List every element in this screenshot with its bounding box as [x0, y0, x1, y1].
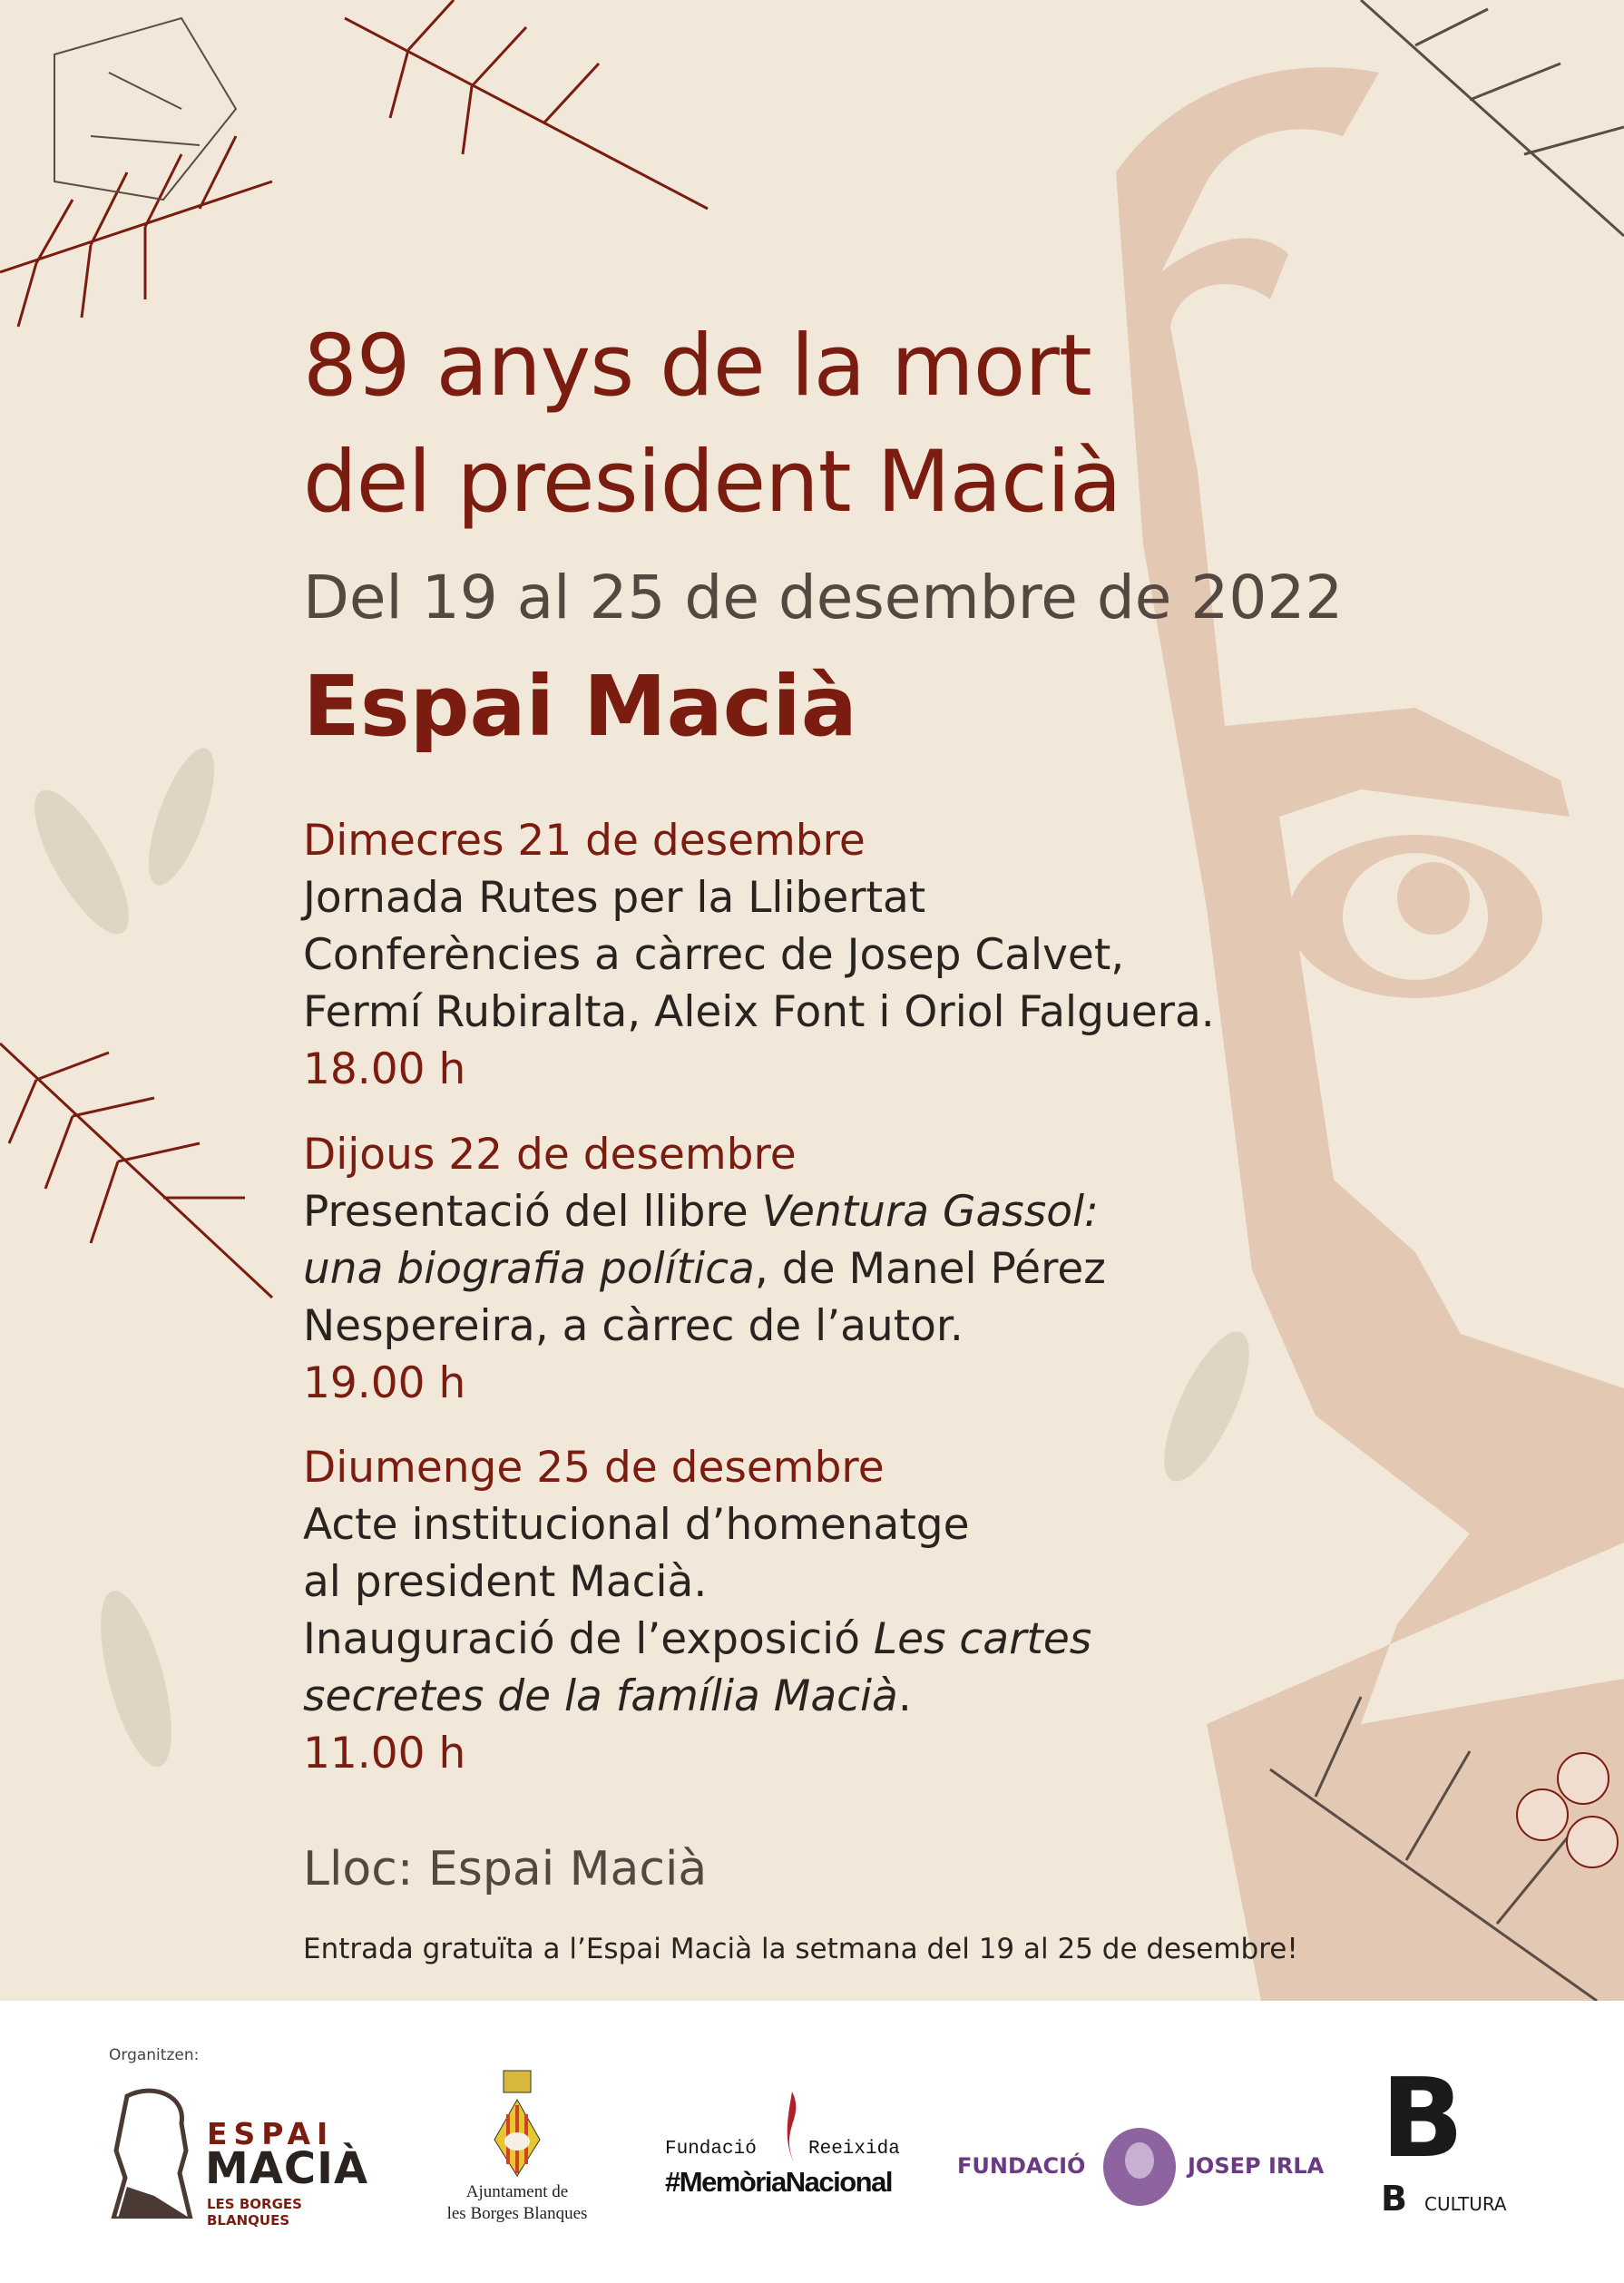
flame-flag-icon: [778, 2092, 806, 2164]
logo-text: #MemòriaNacional: [665, 2166, 892, 2198]
logo-text: FUNDACIÓ: [957, 2153, 1086, 2179]
logo-text: Ajuntament de: [465, 2182, 569, 2201]
portrait-icon: [109, 2087, 200, 2219]
event-line: Acte institucional d’homenatge: [303, 1500, 970, 1550]
event-day: Dijous 22 de desembre: [303, 1130, 797, 1180]
event-line: [303, 1240, 1106, 1298]
logo-text: MACIÀ: [205, 2143, 369, 2194]
ajuntament-logo: [431, 2069, 603, 2223]
event-line: Conferències a càrrec de Josep Calvet,: [303, 930, 1125, 980]
date-range: Del 19 al 25 de desembre de 2022: [303, 563, 1344, 632]
logo-mark: B: [1381, 2056, 1464, 2182]
exhibition-title: secretes de la família Macià: [303, 1671, 898, 1721]
event-text: .: [897, 1671, 912, 1721]
fundacio-reeixida-logo: [665, 2092, 919, 2210]
logo-mark: B: [1381, 2179, 1407, 2219]
location: Lloc: Espai Macià: [303, 1842, 708, 1896]
free-entry-note: Entrada gratuïta a l’Espai Macià la setmana del 19 al 25 de desembre!: [303, 1933, 1298, 1965]
logo-text: les Borges Blanques: [446, 2204, 588, 2223]
event-time: 19.00 h: [303, 1358, 466, 1408]
fundacio-josep-irla-logo: [957, 2128, 1338, 2210]
logo-text: JOSEP IRLA: [1188, 2153, 1325, 2179]
event-line: [303, 1611, 1091, 1668]
headline-line-2: del president Macià: [303, 433, 1121, 532]
venue-title: Espai Macià: [303, 658, 857, 755]
event-line: Jornada Rutes per la Llibertat: [303, 873, 926, 923]
event-day: Diumenge 25 de desembre: [303, 1443, 885, 1493]
event-line: al president Macià.: [303, 1557, 708, 1607]
event-time: 18.00 h: [303, 1044, 466, 1094]
book-title: Ventura Gassol:: [761, 1187, 1099, 1237]
event-line: Nespereira, a càrrec de l’autor.: [303, 1301, 964, 1351]
logo-text: LES BORGES BLANQUES: [207, 2196, 302, 2229]
logo-text: Fundació: [665, 2139, 757, 2160]
exhibition-title: Les cartes: [873, 1614, 1092, 1664]
logo-text: ESPAI: [207, 2116, 335, 2151]
book-title: una biografia política: [303, 1244, 755, 1294]
event-line: [303, 1668, 1091, 1725]
portrait-icon: [1101, 2128, 1179, 2206]
event-text: Presentació del llibre: [303, 1187, 762, 1237]
headline: [303, 309, 1121, 541]
logo-text: Reeixida: [808, 2139, 900, 2160]
espai-macia-logo: [109, 2087, 369, 2229]
b-cultura-logo: [1381, 2056, 1526, 2226]
coat-of-arms-icon: [485, 2069, 549, 2178]
event-3: [303, 1439, 1091, 1782]
event-day: Dimecres 21 de desembre: [303, 816, 866, 866]
event-line: [303, 1183, 1106, 1240]
event-time: 11.00 h: [303, 1729, 466, 1778]
event-2: [303, 1126, 1106, 1412]
event-text: , de Manel Pérez: [754, 1244, 1106, 1294]
logo-text: CULTURA: [1424, 2193, 1507, 2215]
organizers-label: Organitzen:: [109, 2046, 200, 2064]
event-line: Fermí Rubiralta, Aleix Font i Oriol Falguera.: [303, 987, 1215, 1037]
event-1: [303, 812, 1215, 1098]
event-text: Inauguració de l’exposició: [303, 1614, 874, 1664]
footer: [0, 2001, 1624, 2283]
headline-line-1: 89 anys de la mort: [303, 317, 1091, 416]
